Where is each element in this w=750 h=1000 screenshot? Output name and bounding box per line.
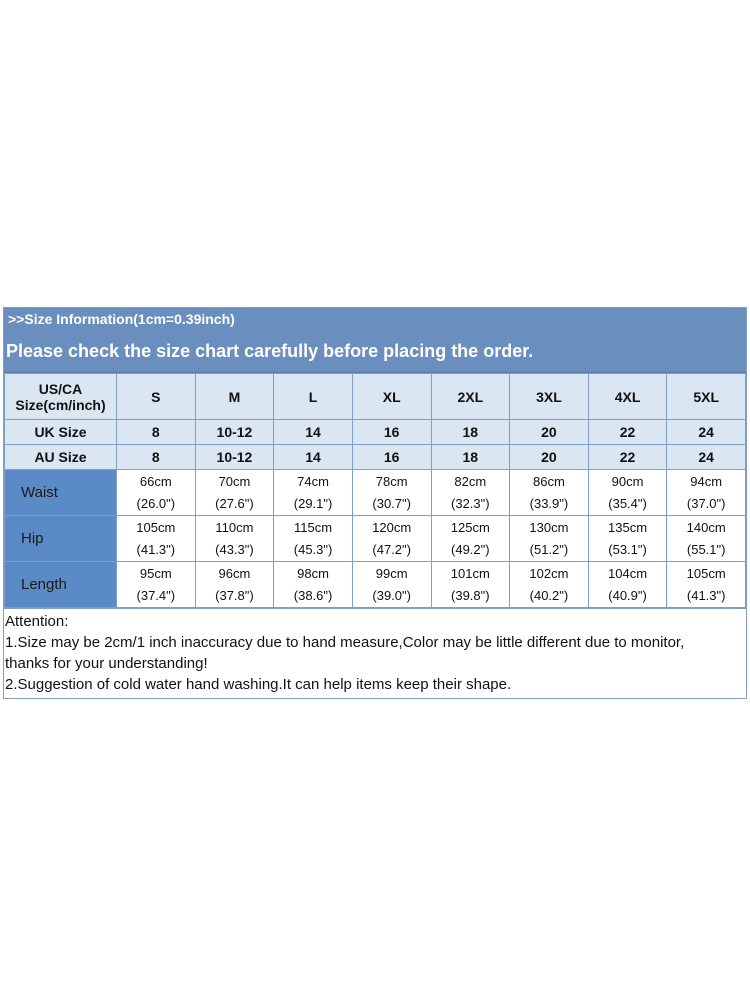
measurement-cell <box>274 562 353 608</box>
measurement-cell <box>431 470 510 516</box>
measurement-cell <box>588 470 667 516</box>
cm-value: 95cm <box>139 565 172 581</box>
inch-value: (51.2") <box>529 541 569 557</box>
inch-value: (39.8") <box>451 587 490 603</box>
cm-value: 105cm <box>686 565 726 581</box>
size-header-cell: 5XL <box>667 374 746 420</box>
cm-value: 99cm <box>375 565 408 581</box>
measurement-cell <box>510 516 589 562</box>
inch-value: (41.3") <box>136 541 176 557</box>
cm-value: 120cm <box>372 519 412 535</box>
note-line-2: thanks for your understanding! <box>5 655 208 672</box>
measurement-label: Length <box>5 562 117 608</box>
attention-title: Attention: <box>5 613 69 630</box>
cm-value: 130cm <box>529 519 569 535</box>
us-size-row <box>5 374 746 420</box>
cm-value: 86cm <box>533 473 565 489</box>
measurement-cell <box>588 516 667 562</box>
cm-value: 101cm <box>450 565 490 581</box>
measurement-cell <box>352 516 431 562</box>
measurement-cell <box>117 516 196 562</box>
cm-value: 82cm <box>454 473 487 489</box>
measurement-cell <box>274 470 353 516</box>
uk-size-cell: 18 <box>431 420 510 445</box>
measurement-cell <box>117 470 196 516</box>
au-size-row <box>5 445 746 470</box>
cm-value: 125cm <box>450 519 490 535</box>
inch-value: (39.0") <box>372 587 411 603</box>
size-table <box>4 373 746 608</box>
au-size-cell: 18 <box>431 445 510 470</box>
size-chart <box>3 307 747 699</box>
measurement-row <box>5 516 746 562</box>
au-size-cell: 22 <box>588 445 667 470</box>
uk-size-cell: 22 <box>588 420 667 445</box>
inch-value: (40.2") <box>529 587 569 603</box>
note-line-3: 2.Suggestion of cold water hand washing.It can help items keep their shape. <box>5 676 512 693</box>
measurement-cell <box>431 516 510 562</box>
size-header-cell: L <box>274 374 353 420</box>
cm-value: 94cm <box>690 473 723 489</box>
measurement-label: Waist <box>5 470 117 516</box>
measurement-cell <box>510 562 589 608</box>
inch-value: (55.1") <box>686 541 726 557</box>
measurement-cell <box>667 470 746 516</box>
cm-value: 96cm <box>218 565 251 581</box>
au-size-cell: 16 <box>352 445 431 470</box>
size-header-cell: S <box>117 374 196 420</box>
cm-value: 78cm <box>375 473 408 489</box>
inch-value: (37.8") <box>215 587 254 603</box>
size-header-cell: 3XL <box>510 374 589 420</box>
au-size-cell: 10-12 <box>195 445 274 470</box>
size-header-cell: XL <box>352 374 431 420</box>
au-size-cell: 8 <box>117 445 196 470</box>
inch-value: (41.3") <box>686 587 726 603</box>
inch-value: (37.4") <box>136 587 176 603</box>
uk-size-cell: 16 <box>352 420 431 445</box>
uk-size-cell: 24 <box>667 420 746 445</box>
inch-value: (26.0") <box>136 495 176 511</box>
cm-value: 102cm <box>529 565 569 581</box>
inch-value: (30.7") <box>372 495 411 511</box>
au-size-cell: 24 <box>667 445 746 470</box>
cm-value: 66cm <box>139 473 172 489</box>
size-check-notice: Please check the size chart carefully before placing the order. <box>6 341 534 361</box>
inch-value: (32.3") <box>451 495 490 511</box>
au-size-label: AU Size <box>5 445 117 470</box>
size-info-heading: >>Size Information(1cm=0.39inch) <box>8 311 235 327</box>
inch-value: (47.2") <box>372 541 411 557</box>
inch-value: (45.3") <box>293 541 333 557</box>
uk-size-cell: 8 <box>117 420 196 445</box>
measurement-cell <box>667 516 746 562</box>
au-size-cell: 20 <box>510 445 589 470</box>
measurement-cell <box>117 562 196 608</box>
measurement-label: Hip <box>5 516 117 562</box>
inch-value: (35.4") <box>608 495 647 511</box>
au-size-cell: 14 <box>274 445 353 470</box>
measurement-cell <box>510 470 589 516</box>
inch-value: (53.1") <box>608 541 647 557</box>
size-header-cell: M <box>195 374 274 420</box>
measurement-cell <box>195 516 274 562</box>
uk-size-label: UK Size <box>5 420 117 445</box>
measurement-row <box>5 562 746 608</box>
inch-value: (33.9") <box>529 495 569 511</box>
measurement-cell <box>667 562 746 608</box>
measurement-cell <box>195 470 274 516</box>
cm-value: 140cm <box>686 519 726 535</box>
uk-size-row <box>5 420 746 445</box>
inch-value: (40.9") <box>608 587 647 603</box>
uk-size-cell: 10-12 <box>195 420 274 445</box>
uk-size-cell: 14 <box>274 420 353 445</box>
inch-value: (37.0") <box>686 495 726 511</box>
inch-value: (43.3") <box>215 541 254 557</box>
cm-value: 90cm <box>611 473 644 489</box>
us-size-label: US/CA Size(cm/inch) <box>5 374 117 420</box>
size-header-cell: 2XL <box>431 374 510 420</box>
measurement-cell <box>274 516 353 562</box>
measurement-row <box>5 470 746 516</box>
cm-value: 74cm <box>297 473 329 489</box>
cm-value: 110cm <box>215 519 254 535</box>
measurement-cell <box>352 470 431 516</box>
note-line-1: 1.Size may be 2cm/1 inch inaccuracy due to hand measure,Color may be little different due to monitor, <box>5 634 685 651</box>
cm-value: 135cm <box>608 519 648 535</box>
cm-value: 98cm <box>297 565 329 581</box>
attention-notes <box>4 608 746 698</box>
measurement-cell <box>352 562 431 608</box>
measurement-cell <box>588 562 667 608</box>
cm-value: 104cm <box>608 565 648 581</box>
inch-value: (29.1") <box>293 495 333 511</box>
inch-value: (38.6") <box>293 587 333 603</box>
cm-value: 70cm <box>218 473 251 489</box>
cm-value: 115cm <box>294 519 333 535</box>
measurement-cell <box>195 562 274 608</box>
chart-header <box>4 308 746 373</box>
uk-size-cell: 20 <box>510 420 589 445</box>
measurement-cell <box>431 562 510 608</box>
inch-value: (49.2") <box>451 541 490 557</box>
inch-value: (27.6") <box>215 495 254 511</box>
size-header-cell: 4XL <box>588 374 667 420</box>
cm-value: 105cm <box>136 519 176 535</box>
